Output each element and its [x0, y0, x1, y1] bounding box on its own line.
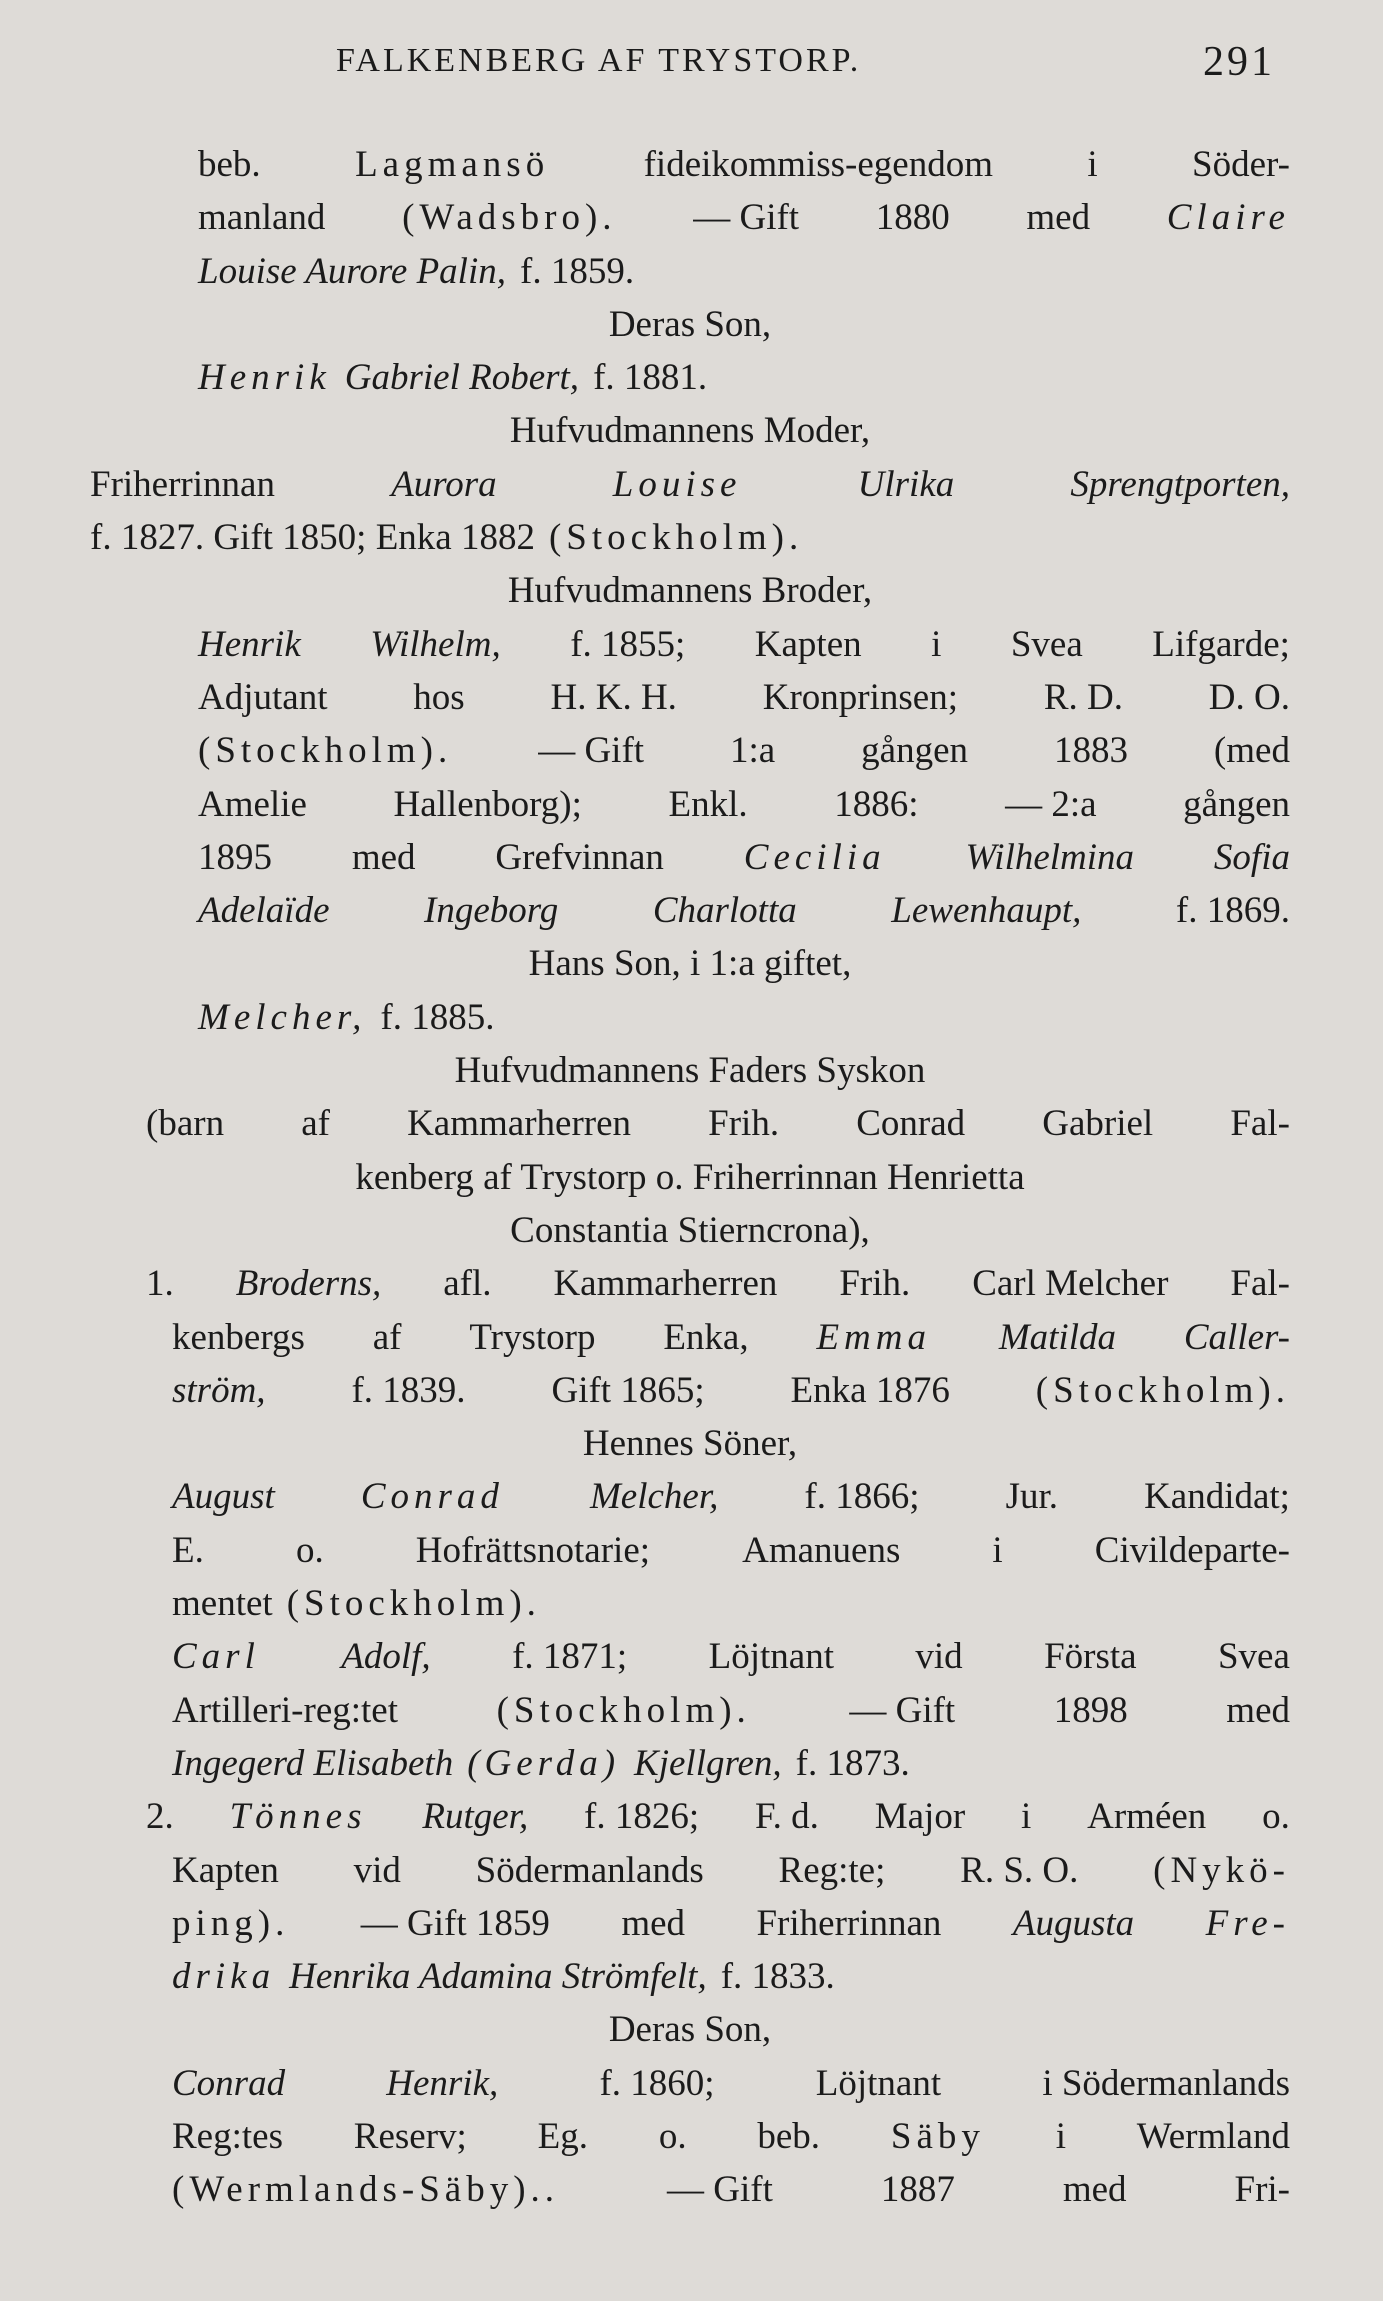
text-word: — Gift	[538, 730, 645, 772]
text-word: med	[351, 836, 416, 878]
text-line	[90, 991, 1290, 1044]
text-line	[90, 831, 1290, 884]
text-word: Friherrinnan	[756, 1902, 942, 1944]
text-word: Lagmansö	[355, 144, 550, 185]
text-word: Hennes Söner,	[582, 1423, 798, 1465]
text-word: Enka 1876	[790, 1369, 950, 1411]
text-word: Trystorp	[469, 1316, 596, 1358]
text-word: Henrik	[198, 623, 301, 665]
text-word: o.	[1262, 1796, 1290, 1838]
text-word: Hans Son, i 1:a giftet,	[528, 943, 852, 985]
text-word: vid	[915, 1636, 963, 1678]
text-line	[90, 138, 1290, 191]
text-word: Deras Son,	[608, 303, 772, 345]
text-word: i	[931, 623, 942, 665]
text-line	[90, 1097, 1290, 1150]
text-word: Fre-	[1205, 1902, 1290, 1944]
text-word: Ingegerd Elisabeth	[172, 1742, 454, 1784]
text-word: Artilleri-reg:tet	[172, 1689, 399, 1731]
text-word: Gabriel	[1042, 1103, 1154, 1145]
text-line	[90, 724, 1290, 777]
text-line	[90, 1684, 1290, 1737]
text-line	[90, 1577, 1290, 1630]
text-word: Kammarherren	[407, 1103, 632, 1145]
text-word: 1:a	[730, 730, 776, 772]
text-line	[90, 511, 1290, 564]
text-word: Söder-	[1192, 144, 1290, 185]
text-word: Amelie	[198, 783, 307, 825]
text-word: 1895	[198, 836, 272, 878]
text-word: Wilhelmina	[965, 836, 1135, 878]
text-word: i	[992, 1529, 1003, 1571]
text-word: Carl	[172, 1636, 260, 1678]
text-word: mentet	[172, 1583, 273, 1625]
text-word: med	[621, 1902, 686, 1944]
text-word: gången	[1183, 783, 1290, 825]
text-word: Adjutant	[198, 676, 328, 718]
text-word: Enkl.	[668, 783, 748, 825]
text-word: 2.	[146, 1796, 174, 1838]
text-word: (Wadsbro).	[402, 197, 617, 239]
text-word: Major	[874, 1796, 966, 1838]
text-word: f. 1833.	[720, 1956, 835, 1998]
text-word: Henrika Adamina Strömfelt,	[289, 1956, 707, 1998]
text-word: Gift 1865;	[551, 1369, 705, 1411]
text-word: manland	[198, 197, 326, 239]
text-word: Hufvudmannens Moder,	[509, 410, 871, 452]
text-word: Fal-	[1230, 1263, 1290, 1305]
text-word: med	[1226, 1689, 1290, 1731]
text-word: Svea	[1010, 623, 1083, 665]
text-word: (Stockholm).	[548, 517, 804, 559]
text-word: f. 1881.	[593, 357, 708, 399]
text-line	[90, 1524, 1290, 1577]
text-word: F. d.	[755, 1796, 819, 1838]
text-word: drika	[172, 1956, 276, 1998]
text-word: — Gift	[693, 197, 800, 239]
text-word: Löjtnant	[815, 2062, 942, 2104]
text-word: 1886:	[834, 783, 919, 825]
text-word: Caller-	[1183, 1316, 1290, 1358]
text-word: Cecilia	[743, 836, 886, 878]
text-word: Aurora	[391, 463, 497, 505]
text-word: kenbergs	[172, 1316, 305, 1358]
text-word: o.	[295, 1529, 324, 1571]
text-word: Hufvudmannens Broder,	[507, 570, 873, 612]
text-word: i	[1021, 1796, 1032, 1838]
text-line	[90, 1897, 1290, 1950]
text-line	[90, 2110, 1290, 2163]
text-word: Henrik,	[386, 2062, 499, 2104]
text-word: Amanuens	[742, 1529, 901, 1571]
text-word: Sprengtporten,	[1070, 463, 1290, 505]
text-word: Friherrinnan	[90, 463, 275, 505]
text-word: Melcher,	[589, 1476, 719, 1518]
text-word: f. 1885.	[380, 996, 495, 1038]
text-word: Frih.	[708, 1103, 780, 1145]
text-word: Hofrättsnotarie;	[415, 1529, 651, 1571]
text-word: Kammarherren	[553, 1263, 778, 1305]
text-line	[90, 937, 1290, 990]
text-word: Lewenhaupt,	[891, 890, 1082, 932]
text-word: Conrad	[172, 2062, 286, 2104]
text-line	[90, 1737, 1290, 1790]
text-word: 1880	[875, 197, 950, 239]
text-line	[90, 1044, 1290, 1097]
text-word: Kapten	[172, 1849, 279, 1891]
text-word: R. S. O.	[960, 1849, 1079, 1891]
text-word: hos	[413, 676, 465, 718]
text-word: — Gift	[849, 1689, 956, 1731]
text-word: Ingeborg	[424, 890, 559, 932]
text-word: Matilda	[998, 1316, 1116, 1358]
text-word: Conrad	[360, 1476, 504, 1518]
text-word: 1883	[1053, 730, 1128, 772]
text-word: af	[372, 1316, 402, 1358]
text-word: Jur.	[1005, 1476, 1059, 1518]
text-word: Frih.	[839, 1263, 911, 1305]
text-word: 1887	[880, 2169, 955, 2211]
text-word: (Nykö-	[1153, 1849, 1290, 1891]
text-line	[90, 1630, 1290, 1683]
text-word: Fri-	[1234, 2169, 1290, 2211]
text-word: Lifgarde;	[1152, 623, 1290, 665]
text-word: Wilhelm,	[370, 623, 501, 665]
text-line	[90, 1257, 1290, 1310]
text-line	[90, 1470, 1290, 1523]
text-word: Louise	[612, 463, 742, 505]
text-line	[90, 2057, 1290, 2110]
page-number: 291	[1203, 39, 1275, 85]
text-word: i Södermanlands	[1042, 2062, 1290, 2104]
text-word: Claire	[1166, 197, 1290, 239]
text-word: R. D.	[1043, 676, 1123, 718]
text-word: (barn	[146, 1103, 225, 1145]
text-word: Melcher,	[198, 996, 367, 1038]
text-word: Henrik	[198, 357, 331, 399]
text-word: med	[1062, 2169, 1127, 2211]
text-word: Wermland	[1136, 2115, 1290, 2157]
text-word: f. 1873.	[795, 1742, 910, 1784]
text-word: Emma	[816, 1316, 931, 1358]
text-word: Adolf,	[341, 1636, 431, 1678]
text-line	[90, 778, 1290, 831]
text-word: beb.	[198, 144, 261, 185]
text-word: Säby	[890, 2115, 985, 2157]
text-word: Reg:te;	[778, 1849, 886, 1891]
text-word: Constantia Stierncrona),	[510, 1209, 870, 1251]
text-word: August	[172, 1476, 275, 1518]
text-word: — Gift	[667, 2169, 773, 2211]
text-word: Kapten	[754, 623, 862, 665]
text-word: (Stockholm).	[286, 1583, 541, 1625]
text-line	[90, 351, 1290, 404]
text-line	[90, 1311, 1290, 1364]
text-word: (Stockholm).	[1035, 1369, 1290, 1411]
text-line	[90, 298, 1290, 351]
text-word: gången	[861, 730, 969, 772]
text-word: (Wermlands-Säby)..	[172, 2169, 560, 2211]
text-word: Arméen	[1087, 1796, 1207, 1838]
text-line	[90, 1417, 1290, 1470]
text-word: Kandidat;	[1144, 1476, 1290, 1518]
text-line	[90, 1364, 1290, 1417]
text-word: D. O.	[1208, 676, 1290, 718]
running-head: FALKENBERG AF TRYSTORP.	[336, 42, 862, 79]
text-word: afl.	[443, 1263, 492, 1305]
text-word: Sofia	[1213, 836, 1290, 878]
text-body	[90, 138, 1290, 2217]
text-word: Civildeparte-	[1094, 1529, 1290, 1571]
text-word: (med	[1213, 730, 1290, 772]
text-word: (Stockholm).	[198, 730, 453, 772]
text-word: Hallenborg);	[393, 783, 582, 825]
text-word: fideikommiss-egendom	[643, 144, 993, 185]
text-word: f. 1827. Gift 1850; Enka 1882	[90, 517, 535, 559]
page-header	[0, 39, 1383, 92]
text-word: Rutger,	[422, 1796, 529, 1838]
text-word: kenberg af Trystorp o. Friherrinnan Henrietta	[355, 1156, 1025, 1198]
text-word: Eg.	[537, 2115, 588, 2157]
text-line	[90, 191, 1290, 244]
text-word: Svea	[1217, 1636, 1290, 1678]
text-word: i	[1055, 2115, 1066, 2157]
text-word: H. K. H.	[550, 676, 677, 718]
text-word: ping).	[172, 1902, 290, 1944]
text-line	[90, 404, 1290, 457]
text-word: (Stockholm).	[496, 1689, 751, 1731]
text-word: f. 1839.	[351, 1369, 466, 1411]
text-line	[90, 1844, 1290, 1897]
text-word: o.	[658, 2115, 687, 2157]
text-word: Löjtnant	[708, 1636, 834, 1678]
text-word: Ulrika	[857, 463, 955, 505]
text-word: f. 1866;	[804, 1476, 920, 1518]
text-word: Adelaïde	[198, 890, 330, 932]
text-word: Tönnes	[229, 1796, 367, 1838]
text-word: Södermanlands	[475, 1849, 704, 1891]
text-word: af	[301, 1103, 330, 1145]
text-word: (Gerda)	[467, 1742, 621, 1784]
text-word: Gabriel Robert,	[344, 357, 580, 399]
text-line	[90, 1790, 1290, 1843]
text-word: i	[1087, 144, 1098, 185]
text-word: Fal-	[1230, 1103, 1290, 1145]
text-word: Broderns,	[235, 1263, 382, 1305]
text-word: 1.	[146, 1263, 174, 1305]
text-line	[90, 1950, 1290, 2003]
text-line	[90, 245, 1290, 298]
text-line	[90, 884, 1290, 937]
text-word: Första	[1044, 1636, 1137, 1678]
text-word: f. 1860;	[599, 2062, 715, 2104]
text-word: Kjellgren,	[634, 1742, 782, 1784]
text-word: Reserv;	[353, 2115, 467, 2157]
text-word: Carl Melcher	[972, 1263, 1169, 1305]
text-word: f. 1859.	[520, 250, 635, 292]
text-line	[90, 1151, 1290, 1204]
text-line	[90, 458, 1290, 511]
text-line	[90, 2163, 1290, 2216]
text-word: beb.	[757, 2115, 821, 2157]
text-word: Reg:tes	[172, 2115, 283, 2157]
text-line	[90, 1204, 1290, 1257]
text-line	[90, 2003, 1290, 2056]
text-line	[90, 564, 1290, 617]
text-word: f. 1855;	[570, 623, 686, 665]
text-line	[90, 671, 1290, 724]
text-word: f. 1871;	[512, 1636, 628, 1678]
text-word: vid	[353, 1849, 401, 1891]
text-word: Hufvudmannens Faders Syskon	[454, 1050, 926, 1092]
text-word: Enka,	[663, 1316, 749, 1358]
text-word: ström,	[172, 1369, 266, 1411]
text-word: f. 1826;	[584, 1796, 700, 1838]
text-word: Augusta	[1012, 1902, 1135, 1944]
text-word: — 2:a	[1005, 783, 1097, 825]
text-word: Deras Son,	[608, 2009, 772, 2051]
text-word: Kronprinsen;	[762, 676, 958, 718]
text-word: f. 1869.	[1175, 890, 1290, 932]
text-word: 1898	[1053, 1689, 1128, 1731]
text-word: Charlotta	[652, 890, 797, 932]
text-word: Conrad	[856, 1103, 966, 1145]
text-word: Louise Aurore Palin,	[198, 250, 506, 292]
text-word: Grefvinnan	[495, 836, 664, 878]
text-word: med	[1026, 197, 1091, 239]
text-word: — Gift 1859	[360, 1902, 550, 1944]
text-line	[90, 618, 1290, 671]
text-word: E.	[172, 1529, 204, 1571]
